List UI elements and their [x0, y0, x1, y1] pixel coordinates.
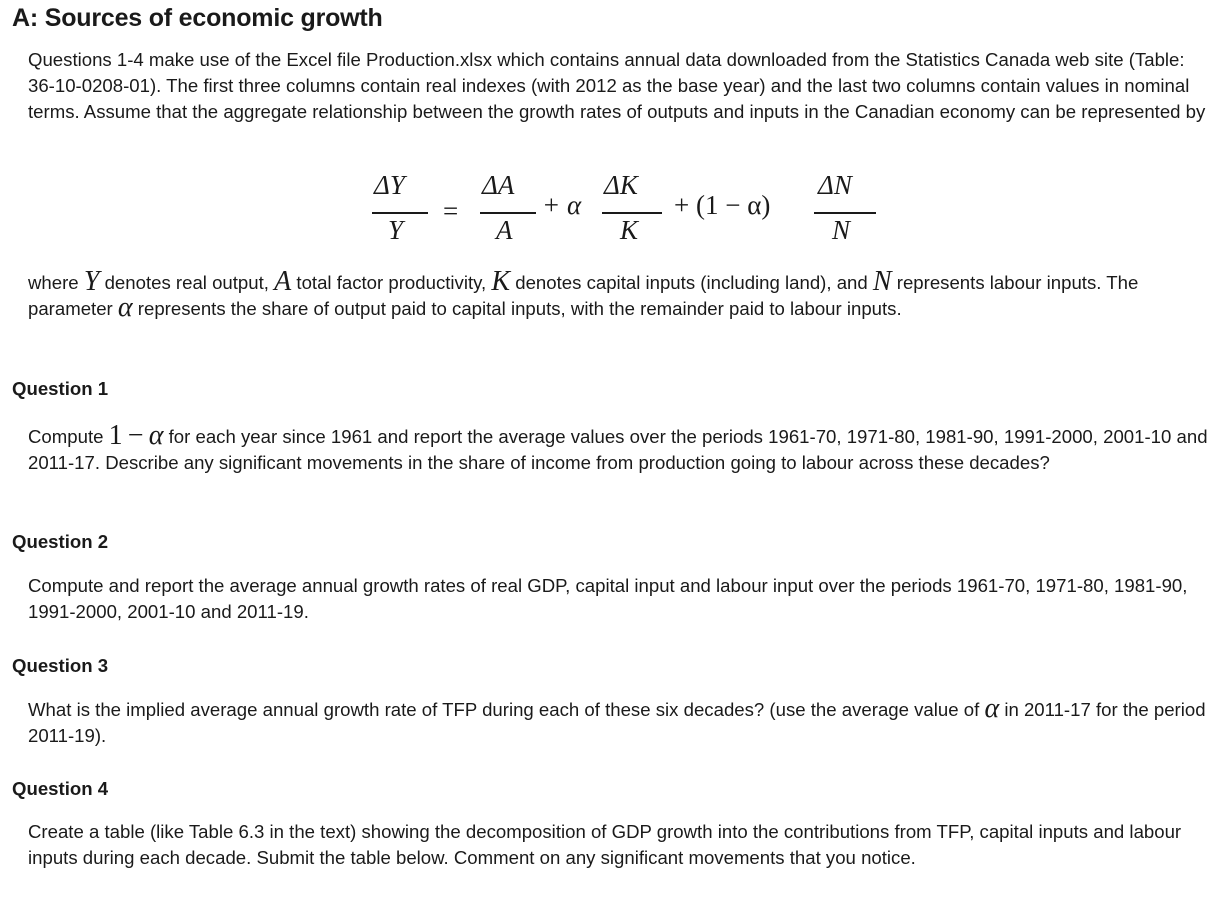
eq-den-y: Y [388, 215, 404, 245]
growth-accounting-equation [370, 168, 890, 252]
question-2-text: Compute and report the average annual growth rates of real GDP, capital input and labour input over the periods 1961-70, 1971-80, 1981-90, 1991-2000, 2001-10 and 2011-19. [28, 575, 1188, 622]
question-1-text [28, 420, 1214, 476]
question-3-text [28, 693, 1214, 749]
eq-num-k: ΔK [604, 170, 638, 200]
question-1-heading: Question 1 [12, 378, 109, 399]
definition-paragraph [28, 266, 1214, 323]
def-labour: represents labour inputs. The parameter [28, 272, 1139, 319]
q1-alpha: α [148, 420, 164, 451]
eq-den-n: N [832, 215, 851, 245]
question-2-heading: Question 2 [12, 531, 109, 552]
eq-num-y: ΔY [374, 170, 405, 200]
eq-num-n: ΔN [818, 170, 852, 200]
eq-fraction-bar-k [602, 212, 662, 214]
def-tfp: total factor productivity, [296, 272, 487, 293]
symbol-y: Y [83, 266, 100, 297]
q3-alpha: α [984, 693, 1000, 724]
def-capital: denotes capital inputs (including land), and [515, 272, 868, 293]
q1-compute: Compute [28, 426, 104, 447]
symbol-k: K [491, 266, 511, 297]
eq-plus-alpha: + α [542, 190, 582, 220]
eq-plus-one-minus-alpha: + (1 − α) [674, 190, 771, 220]
intro-paragraph: Questions 1-4 make use of the Excel file Production.xlsx which contains annual data downloaded from the Statistics Canada web site (Table: 36-10-0208-01). The first three columns contain real indexes (with 2012 as the base year) and the last two columns contain values in nominal terms. Assume that the aggregate relationship between the growth rates of outputs and inputs in the Canadian economy can be represented by [28, 49, 1206, 122]
symbol-n: N [872, 266, 892, 297]
symbol-alpha: α [117, 292, 133, 323]
eq-den-k: K [620, 215, 639, 245]
eq-equals: = [443, 196, 459, 226]
section-title: A: Sources of economic growth [12, 4, 383, 32]
q1-minus: − [127, 420, 144, 451]
question-4-heading: Question 4 [12, 778, 109, 799]
symbol-a: A [274, 266, 292, 297]
q1-one: 1 [108, 420, 123, 451]
def-where: where [28, 272, 79, 293]
eq-fraction-bar-n [814, 212, 876, 214]
question-3-heading: Question 3 [12, 655, 109, 676]
eq-fraction-bar-y [372, 212, 428, 214]
eq-num-a: ΔA [482, 170, 515, 200]
q3-after: in 2011-17 for the period 2011-19). [28, 699, 1206, 746]
eq-den-a: A [496, 215, 513, 245]
def-output: denotes real output, [104, 272, 269, 293]
def-share: represents the share of output paid to capital inputs, with the remainder paid to labour inputs. [137, 298, 902, 319]
question-4-text: Create a table (like Table 6.3 in the text) showing the decomposition of GDP growth into the contributions from TFP, capital inputs and labour inputs during each decade. Submit the table below. Comment on any significant movements that you notice. [28, 821, 1182, 868]
q1-rest: for each year since 1961 and report the average values over the periods 1961-70, 1971-80, 1981-90, 1991-2000, 2001-10 and 2011-17. Describe any significant movements in the share of income from production going to labour across these decades? [28, 426, 1208, 473]
q3-before: What is the implied average annual growth rate of TFP during each of these six decades? (use the average value of [28, 699, 980, 720]
eq-fraction-bar-a [480, 212, 536, 214]
